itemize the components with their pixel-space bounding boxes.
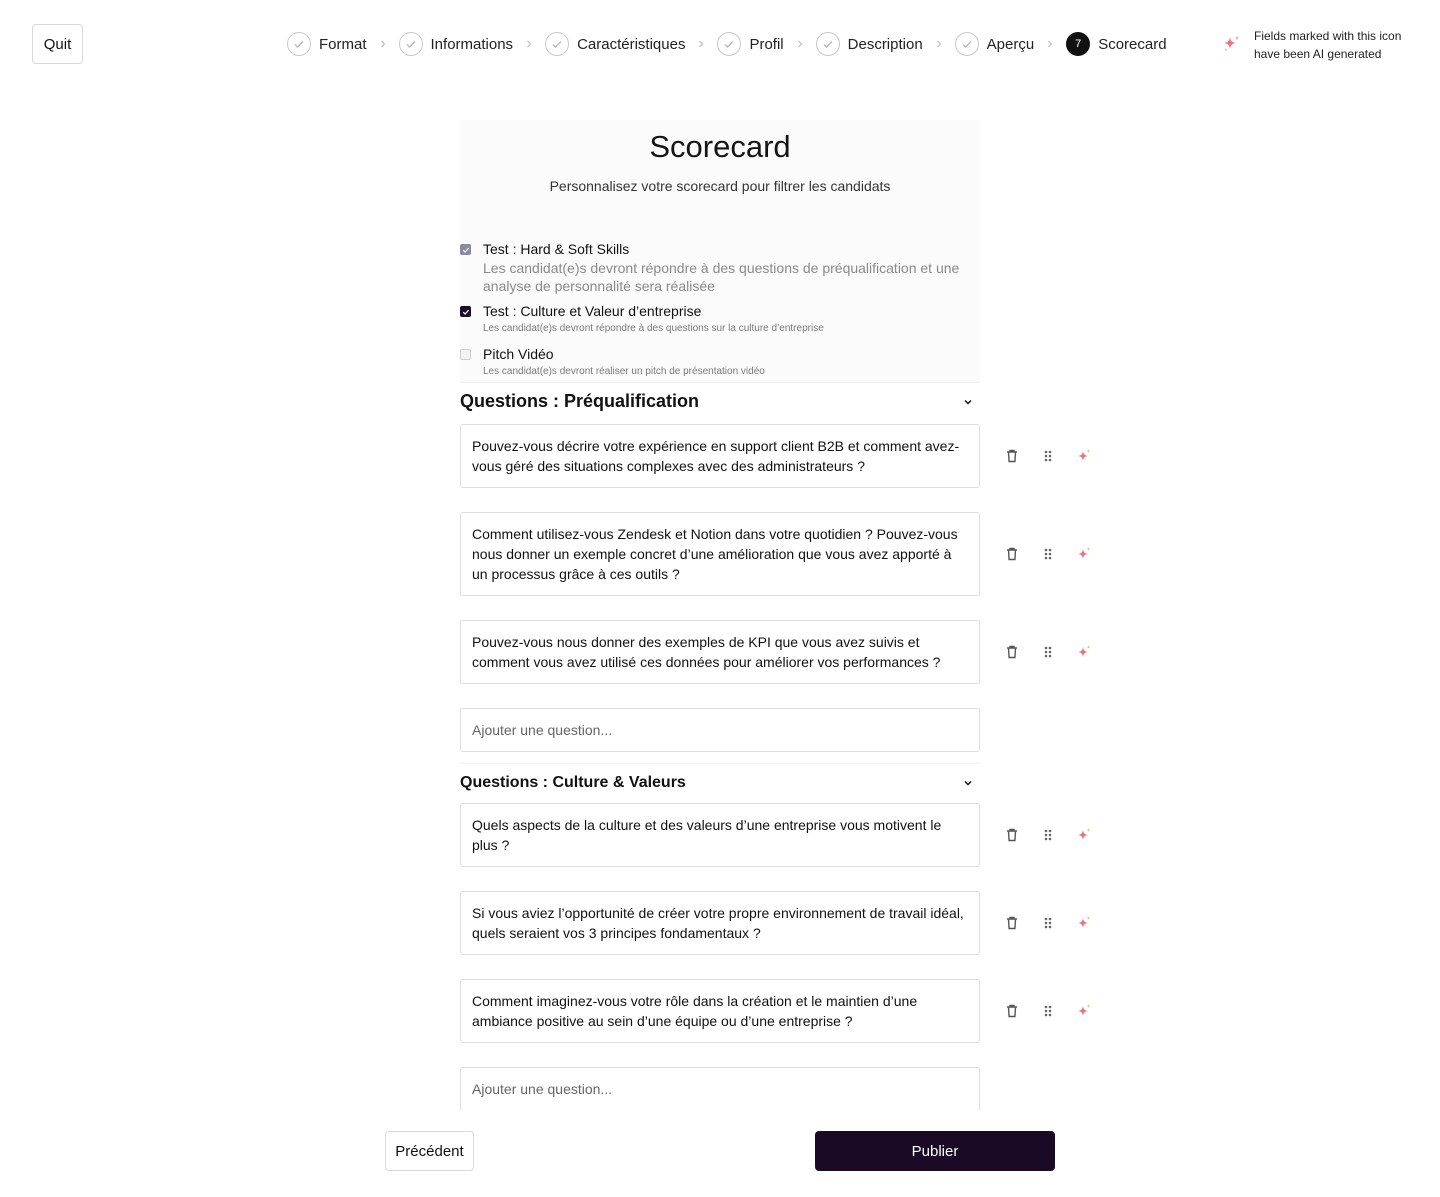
scorecard-form: [460, 120, 980, 1111]
check-icon: [955, 32, 979, 56]
add-question-input[interactable]: Ajouter une question...: [460, 708, 980, 752]
check-icon: [816, 32, 840, 56]
sparkle-icon[interactable]: [1072, 444, 1096, 468]
trash-icon[interactable]: [1000, 823, 1024, 847]
add-question-row: [460, 1067, 980, 1111]
step-profil[interactable]: [717, 32, 783, 56]
ai-generated-note: [1222, 27, 1424, 63]
drag-handle-icon[interactable]: [1036, 999, 1060, 1023]
step-apercu[interactable]: [955, 32, 1035, 56]
page-subtitle: Personnalisez votre scorecard pour filtrer les candidats: [549, 178, 891, 194]
sparkle-icon[interactable]: [1072, 823, 1096, 847]
option-hard-soft-skills: [460, 240, 980, 295]
chevron-down-icon[interactable]: [962, 396, 974, 408]
question-input[interactable]: Comment utilisez-vous Zendesk et Notion dans votre quotidien ? Pouvez-vous nous donner un exemple concret d’une amélioration que vous avez apporté à un processus grâce à ces outils ?: [460, 512, 980, 596]
step-label: Aperçu: [986, 35, 1035, 53]
option-title: Test : Culture et Valeur d’entreprise: [483, 303, 702, 319]
option-description: Les candidat(e)s devront réaliser un pitch de présentation vidéo: [483, 366, 765, 377]
step-caracteristiques[interactable]: [545, 32, 685, 56]
chevron-right-icon: [378, 40, 388, 48]
option-title: Test : Hard & Soft Skills: [483, 241, 630, 257]
add-question-input[interactable]: Ajouter une question...: [460, 1067, 980, 1111]
trash-icon[interactable]: [1000, 542, 1024, 566]
question-row: [460, 424, 980, 488]
sparkle-icon[interactable]: [1072, 542, 1096, 566]
scorecard-header-panel: [460, 120, 980, 382]
option-title: Pitch Vidéo: [483, 346, 554, 362]
question-input[interactable]: Pouvez-vous nous donner des exemples de KPI que vous avez suivis et comment vous avez utilisé ces données pour améliorer vos performances ?: [460, 620, 980, 684]
check-icon: [545, 32, 569, 56]
footer-bar: [0, 1110, 1440, 1197]
question-row: [460, 979, 980, 1043]
question-input[interactable]: Comment imaginez-vous votre rôle dans la création et le maintien d’une ambiance positive au sein d’une équipe ou d’une entreprise ?: [460, 979, 980, 1043]
trash-icon[interactable]: [1000, 444, 1024, 468]
question-actions: [1000, 911, 1108, 935]
section-header-culture[interactable]: [460, 763, 980, 795]
progress-stepper: [287, 32, 1167, 56]
quit-button[interactable]: Quit: [32, 24, 83, 64]
step-label: Caractéristiques: [577, 35, 686, 53]
chevron-right-icon: [934, 40, 944, 48]
drag-handle-icon[interactable]: [1036, 823, 1060, 847]
step-label: Informations: [430, 35, 514, 53]
step-label: Format: [319, 35, 367, 53]
checkbox-pitch-video[interactable]: [460, 349, 471, 360]
checkbox-hard-soft-skills[interactable]: [460, 244, 471, 255]
option-culture-valeur: [460, 302, 980, 336]
step-label: Scorecard: [1098, 35, 1167, 53]
step-scorecard[interactable]: [1066, 32, 1166, 56]
option-description: Les candidat(e)s devront répondre à des questions sur la culture d’entreprise: [483, 323, 824, 334]
question-actions: [1000, 542, 1108, 566]
step-label: Profil: [749, 35, 784, 53]
option-description: Les candidat(e)s devront répondre à des questions de préqualification et une analyse de personnalité sera réalisée: [483, 260, 960, 294]
check-icon: [399, 32, 423, 56]
chevron-right-icon: [524, 40, 534, 48]
sparkle-icon[interactable]: [1072, 999, 1096, 1023]
add-question-row: [460, 708, 980, 752]
step-number-badge: 7: [1066, 32, 1090, 56]
drag-handle-icon[interactable]: [1036, 911, 1060, 935]
sparkle-icon[interactable]: [1072, 640, 1096, 664]
section-header-prequalification[interactable]: [460, 382, 980, 414]
ai-note-line: have been AI generated: [1254, 47, 1382, 61]
chevron-right-icon: [795, 40, 805, 48]
step-informations[interactable]: [399, 32, 514, 56]
page-title: Scorecard: [649, 129, 791, 164]
question-row: [460, 891, 980, 955]
chevron-right-icon: [1045, 40, 1055, 48]
chevron-down-icon[interactable]: [962, 777, 974, 789]
ai-note-line: Fields marked with this icon: [1254, 29, 1402, 43]
previous-button[interactable]: Précédent: [385, 1131, 474, 1171]
sparkle-icon: [1222, 34, 1242, 54]
trash-icon[interactable]: [1000, 999, 1024, 1023]
question-actions: [1000, 444, 1108, 468]
trash-icon[interactable]: [1000, 911, 1024, 935]
drag-handle-icon[interactable]: [1036, 444, 1060, 468]
chevron-right-icon: [696, 40, 706, 48]
step-description[interactable]: [816, 32, 923, 56]
option-pitch-video: [460, 345, 980, 379]
question-row: [460, 803, 980, 867]
question-actions: [1000, 999, 1108, 1023]
question-input[interactable]: Pouvez-vous décrire votre expérience en support client B2B et comment avez-vous géré des situations complexes avec des administrateurs ?: [460, 424, 980, 488]
question-actions: [1000, 823, 1108, 847]
check-icon: [287, 32, 311, 56]
question-actions: [1000, 640, 1108, 664]
check-icon: [462, 308, 470, 316]
drag-handle-icon[interactable]: [1036, 542, 1060, 566]
check-icon: [462, 246, 470, 254]
publish-button[interactable]: Publier: [815, 1131, 1055, 1171]
checkbox-culture-valeur[interactable]: [460, 306, 471, 317]
step-label: Description: [847, 35, 923, 53]
trash-icon[interactable]: [1000, 640, 1024, 664]
check-icon: [717, 32, 741, 56]
section-title: Questions : Culture & Valeurs: [460, 773, 686, 791]
sparkle-icon[interactable]: [1072, 911, 1096, 935]
question-row: [460, 512, 980, 596]
step-format[interactable]: [287, 32, 367, 56]
question-input[interactable]: Quels aspects de la culture et des valeurs d’une entreprise vous motivent le plus ?: [460, 803, 980, 867]
question-row: [460, 620, 980, 684]
test-options: [460, 240, 980, 379]
drag-handle-icon[interactable]: [1036, 640, 1060, 664]
question-input[interactable]: Si vous aviez l’opportunité de créer votre propre environnement de travail idéal, quels seraient vos 3 principes fondamentaux ?: [460, 891, 980, 955]
section-title: Questions : Préqualification: [460, 391, 700, 411]
